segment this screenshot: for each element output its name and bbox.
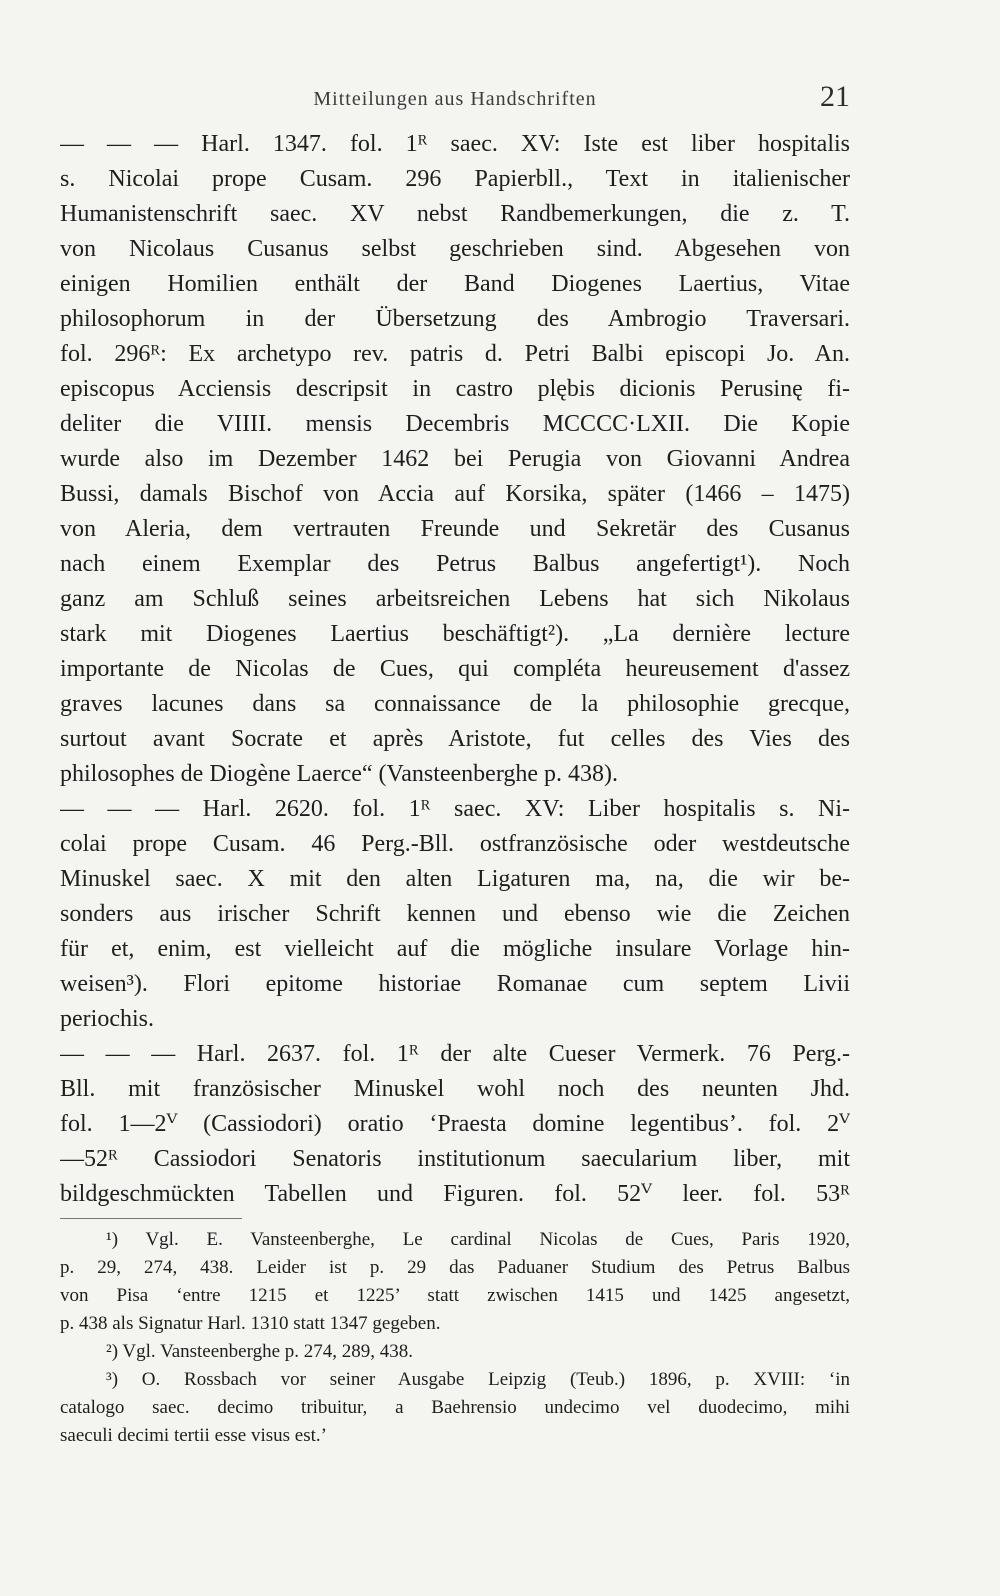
body-line: ganz am Schluß seines arbeitsreichen Lebens hat sich Nikolaus — [60, 586, 850, 612]
footnote-line: catalogo saec. decimo tribuitur, a Baehrensio undecimo vel duodecimo, mihi — [60, 1397, 850, 1418]
body-line: philosophorum in der Übersetzung des Ambrogio Traversari. — [60, 306, 850, 332]
body-line: Bll. mit französischer Minuskel wohl noch des neunten Jhd. — [60, 1076, 850, 1102]
footnotes — [60, 1226, 850, 1450]
body-line: weisen³). Flori epitome historiae Romanae cum septem Livii — [60, 971, 850, 997]
body-line: sonders aus irischer Schrift kennen und ebenso wie die Zeichen — [60, 901, 850, 927]
footnote-line: von Pisa ‘entre 1215 et 1225’ statt zwischen 1415 und 1425 angesetzt, — [60, 1285, 850, 1306]
footnote-divider — [60, 1218, 242, 1219]
body-line: für et, enim, est vielleicht auf die mögliche insulare Vorlage hin- — [60, 936, 850, 962]
body-line: Bussi, damals Bischof von Accia auf Korsika, später (1466 – 1475) — [60, 481, 850, 507]
footnote-line: p. 29, 274, 438. Leider ist p. 29 das Paduaner Studium des Petrus Balbus — [60, 1257, 850, 1278]
body-line: bildgeschmückten Tabellen und Figuren. fol. 52ⱽ leer. fol. 53ᴿ — [60, 1181, 850, 1207]
running-title: Mitteilungen aus Handschriften — [313, 88, 597, 110]
body-line: — — — Harl. 2620. fol. 1ᴿ saec. XV: Liber hospitalis s. Ni- — [60, 796, 850, 822]
body-line: — — — Harl. 2637. fol. 1ᴿ der alte Cueser Vermerk. 76 Perg.- — [60, 1041, 850, 1067]
body-line: fol. 296ᴿ: Ex archetypo rev. patris d. Petri Balbi episcopi Jo. An. — [60, 341, 850, 367]
body-line: philosophes de Diogène Laerce“ (Vansteenberghe p. 438). — [60, 761, 619, 787]
body-line: graves lacunes dans sa connaissance de la philosophie grecque, — [60, 691, 850, 717]
footnote-line: p. 438 als Signatur Harl. 1310 statt 1347 gegeben. — [60, 1313, 441, 1334]
body-line: fol. 1—2ⱽ (Cassiodori) oratio ‘Praesta domine legentibus’. fol. 2ⱽ — [60, 1111, 850, 1137]
body-line: Minuskel saec. X mit den alten Ligaturen ma, na, die wir be- — [60, 866, 850, 892]
body-line: importante de Nicolas de Cues, qui compléta heureusement d'assez — [60, 656, 850, 682]
body-line: surtout avant Socrate et après Aristote, fut celles des Vies des — [60, 726, 850, 752]
body-line: stark mit Diogenes Laertius beschäftigt²). „La dernière lecture — [60, 621, 850, 647]
body-line: wurde also im Dezember 1462 bei Perugia von Giovanni Andrea — [60, 446, 850, 472]
body-line: deliter die VIIII. mensis Decembris MCCCC·LXII. Die Kopie — [60, 411, 850, 437]
footnote-line: ³) O. Rossbach vor seiner Ausgabe Leipzig (Teub.) 1896, p. XVIII: ‘in — [106, 1369, 850, 1390]
body-line: colai prope Cusam. 46 Perg.-Bll. ostfranzösische oder westdeutsche — [60, 831, 850, 857]
body-line: nach einem Exemplar des Petrus Balbus angefertigt¹). Noch — [60, 551, 850, 577]
body-line: von Aleria, dem vertrauten Freunde und Sekretär des Cusanus — [60, 516, 850, 542]
body-line: Humanistenschrift saec. XV nebst Randbemerkungen, die z. T. — [60, 201, 850, 227]
body-line: einigen Homilien enthält der Band Diogenes Laertius, Vitae — [60, 271, 850, 297]
body-line: s. Nicolai prope Cusam. 296 Papierbll., Text in italienischer — [60, 166, 850, 192]
body-line: periochis. — [60, 1006, 154, 1032]
body-line: — — — Harl. 1347. fol. 1ᴿ saec. XV: Iste est liber hospitalis — [60, 131, 850, 157]
running-head — [60, 80, 850, 112]
body-line: —52ᴿ Cassiodori Senatoris institutionum saecularium liber, mit — [60, 1146, 850, 1172]
body-line: episcopus Acciensis descripsit in castro plębis dicionis Perusinę fi- — [60, 376, 850, 402]
body-text — [60, 127, 850, 1212]
footnote-line: ²) Vgl. Vansteenberghe p. 274, 289, 438. — [106, 1341, 414, 1362]
footnote-line: ¹) Vgl. E. Vansteenberghe, Le cardinal Nicolas de Cues, Paris 1920, — [106, 1229, 850, 1250]
body-line: von Nicolaus Cusanus selbst geschrieben sind. Abgesehen von — [60, 236, 850, 262]
footnote-line: saeculi decimi tertii esse visus est.’ — [60, 1425, 327, 1446]
page-number: 21 — [820, 80, 850, 113]
